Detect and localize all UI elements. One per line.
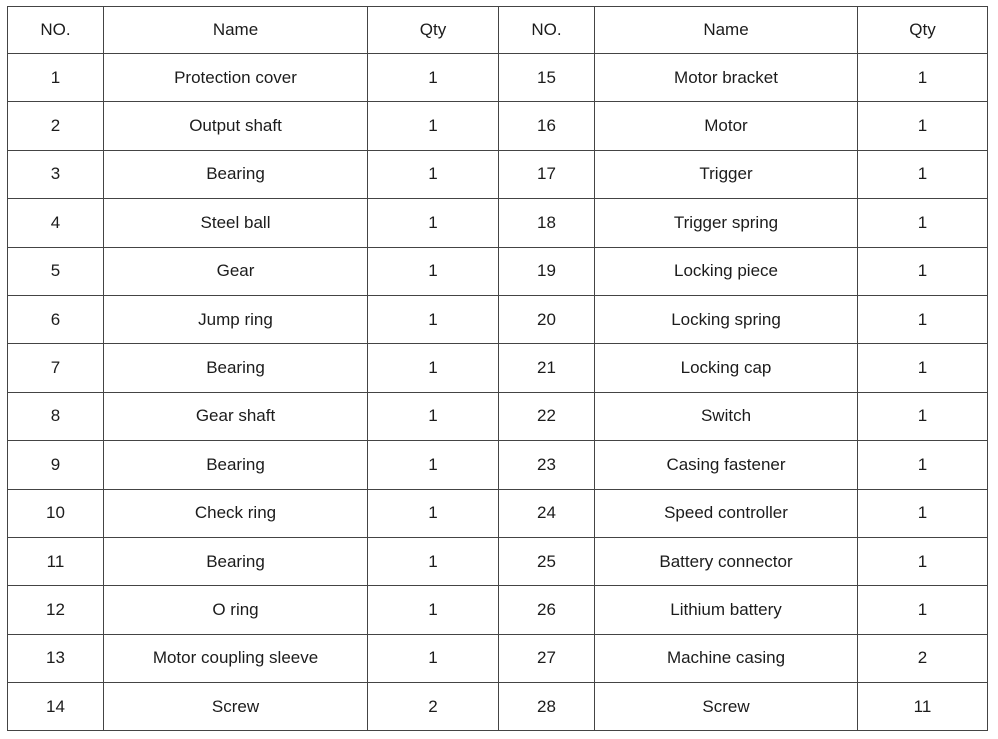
- table-row: [8, 489, 988, 537]
- part-qty-cell: 1: [368, 199, 499, 247]
- part-name-cell: Trigger: [595, 150, 858, 198]
- table-body: [8, 54, 988, 731]
- part-name-cell: Battery connector: [595, 537, 858, 585]
- table-row: [8, 441, 988, 489]
- part-name-cell: Locking cap: [595, 344, 858, 392]
- header-number-right: NO.: [499, 7, 595, 54]
- part-qty-cell: 1: [368, 586, 499, 634]
- part-qty-cell: 1: [368, 634, 499, 682]
- table-row: [8, 54, 988, 102]
- table-row: [8, 344, 988, 392]
- part-number-cell: 7: [8, 344, 104, 392]
- part-number-cell: 3: [8, 150, 104, 198]
- part-name-cell: Trigger spring: [595, 199, 858, 247]
- part-number-cell: 13: [8, 634, 104, 682]
- part-name-cell: Bearing: [104, 344, 368, 392]
- part-qty-cell: 1: [368, 247, 499, 295]
- part-qty-cell: 1: [858, 54, 988, 102]
- header-name-right: Name: [595, 7, 858, 54]
- part-number-cell: 4: [8, 199, 104, 247]
- table-row: [8, 199, 988, 247]
- table-row: [8, 392, 988, 440]
- part-number-cell: 9: [8, 441, 104, 489]
- header-name-left: Name: [104, 7, 368, 54]
- part-number-cell: 5: [8, 247, 104, 295]
- part-qty-cell: 1: [858, 586, 988, 634]
- part-qty-cell: 1: [368, 537, 499, 585]
- part-qty-cell: 1: [858, 392, 988, 440]
- part-number-cell: 19: [499, 247, 595, 295]
- part-name-cell: Jump ring: [104, 295, 368, 343]
- part-name-cell: Check ring: [104, 489, 368, 537]
- part-name-cell: Protection cover: [104, 54, 368, 102]
- part-number-cell: 6: [8, 295, 104, 343]
- part-name-cell: Switch: [595, 392, 858, 440]
- part-number-cell: 10: [8, 489, 104, 537]
- part-number-cell: 26: [499, 586, 595, 634]
- part-name-cell: Machine casing: [595, 634, 858, 682]
- part-qty-cell: 1: [858, 295, 988, 343]
- part-qty-cell: 1: [858, 102, 988, 150]
- part-name-cell: Screw: [104, 683, 368, 731]
- part-name-cell: Steel ball: [104, 199, 368, 247]
- part-number-cell: 16: [499, 102, 595, 150]
- part-number-cell: 17: [499, 150, 595, 198]
- header-qty-right: Qty: [858, 7, 988, 54]
- part-number-cell: 25: [499, 537, 595, 585]
- part-number-cell: 20: [499, 295, 595, 343]
- part-name-cell: Motor coupling sleeve: [104, 634, 368, 682]
- header-number-left: NO.: [8, 7, 104, 54]
- table-header-row: [8, 7, 988, 54]
- part-name-cell: Bearing: [104, 441, 368, 489]
- part-number-cell: 22: [499, 392, 595, 440]
- part-name-cell: Bearing: [104, 537, 368, 585]
- part-qty-cell: 1: [368, 392, 499, 440]
- part-qty-cell: 1: [368, 54, 499, 102]
- part-qty-cell: 2: [858, 634, 988, 682]
- table-row: [8, 634, 988, 682]
- table-row: [8, 150, 988, 198]
- part-name-cell: Motor: [595, 102, 858, 150]
- part-qty-cell: 1: [368, 489, 499, 537]
- part-name-cell: Casing fastener: [595, 441, 858, 489]
- part-name-cell: Motor bracket: [595, 54, 858, 102]
- part-number-cell: 28: [499, 683, 595, 731]
- part-qty-cell: 1: [368, 102, 499, 150]
- part-qty-cell: 1: [858, 199, 988, 247]
- table-row: [8, 247, 988, 295]
- part-number-cell: 8: [8, 392, 104, 440]
- part-name-cell: Bearing: [104, 150, 368, 198]
- table-row: [8, 683, 988, 731]
- part-number-cell: 27: [499, 634, 595, 682]
- part-name-cell: Screw: [595, 683, 858, 731]
- part-qty-cell: 1: [368, 295, 499, 343]
- part-name-cell: O ring: [104, 586, 368, 634]
- part-qty-cell: 1: [368, 344, 499, 392]
- part-qty-cell: 1: [858, 537, 988, 585]
- part-qty-cell: 1: [858, 247, 988, 295]
- part-qty-cell: 1: [368, 441, 499, 489]
- part-name-cell: Locking piece: [595, 247, 858, 295]
- part-name-cell: Speed controller: [595, 489, 858, 537]
- part-name-cell: Lithium battery: [595, 586, 858, 634]
- part-number-cell: 12: [8, 586, 104, 634]
- part-number-cell: 1: [8, 54, 104, 102]
- part-name-cell: Locking spring: [595, 295, 858, 343]
- part-number-cell: 2: [8, 102, 104, 150]
- part-qty-cell: 1: [858, 441, 988, 489]
- part-name-cell: Output shaft: [104, 102, 368, 150]
- part-number-cell: 23: [499, 441, 595, 489]
- part-number-cell: 14: [8, 683, 104, 731]
- table-row: [8, 586, 988, 634]
- table-row: [8, 102, 988, 150]
- part-number-cell: 11: [8, 537, 104, 585]
- table-row: [8, 537, 988, 585]
- part-qty-cell: 2: [368, 683, 499, 731]
- header-qty-left: Qty: [368, 7, 499, 54]
- part-qty-cell: 11: [858, 683, 988, 731]
- part-name-cell: Gear shaft: [104, 392, 368, 440]
- part-name-cell: Gear: [104, 247, 368, 295]
- part-qty-cell: 1: [858, 489, 988, 537]
- part-number-cell: 18: [499, 199, 595, 247]
- part-qty-cell: 1: [368, 150, 499, 198]
- part-number-cell: 24: [499, 489, 595, 537]
- part-qty-cell: 1: [858, 150, 988, 198]
- part-number-cell: 21: [499, 344, 595, 392]
- parts-list-table: [7, 6, 988, 731]
- part-number-cell: 15: [499, 54, 595, 102]
- table-row: [8, 295, 988, 343]
- part-qty-cell: 1: [858, 344, 988, 392]
